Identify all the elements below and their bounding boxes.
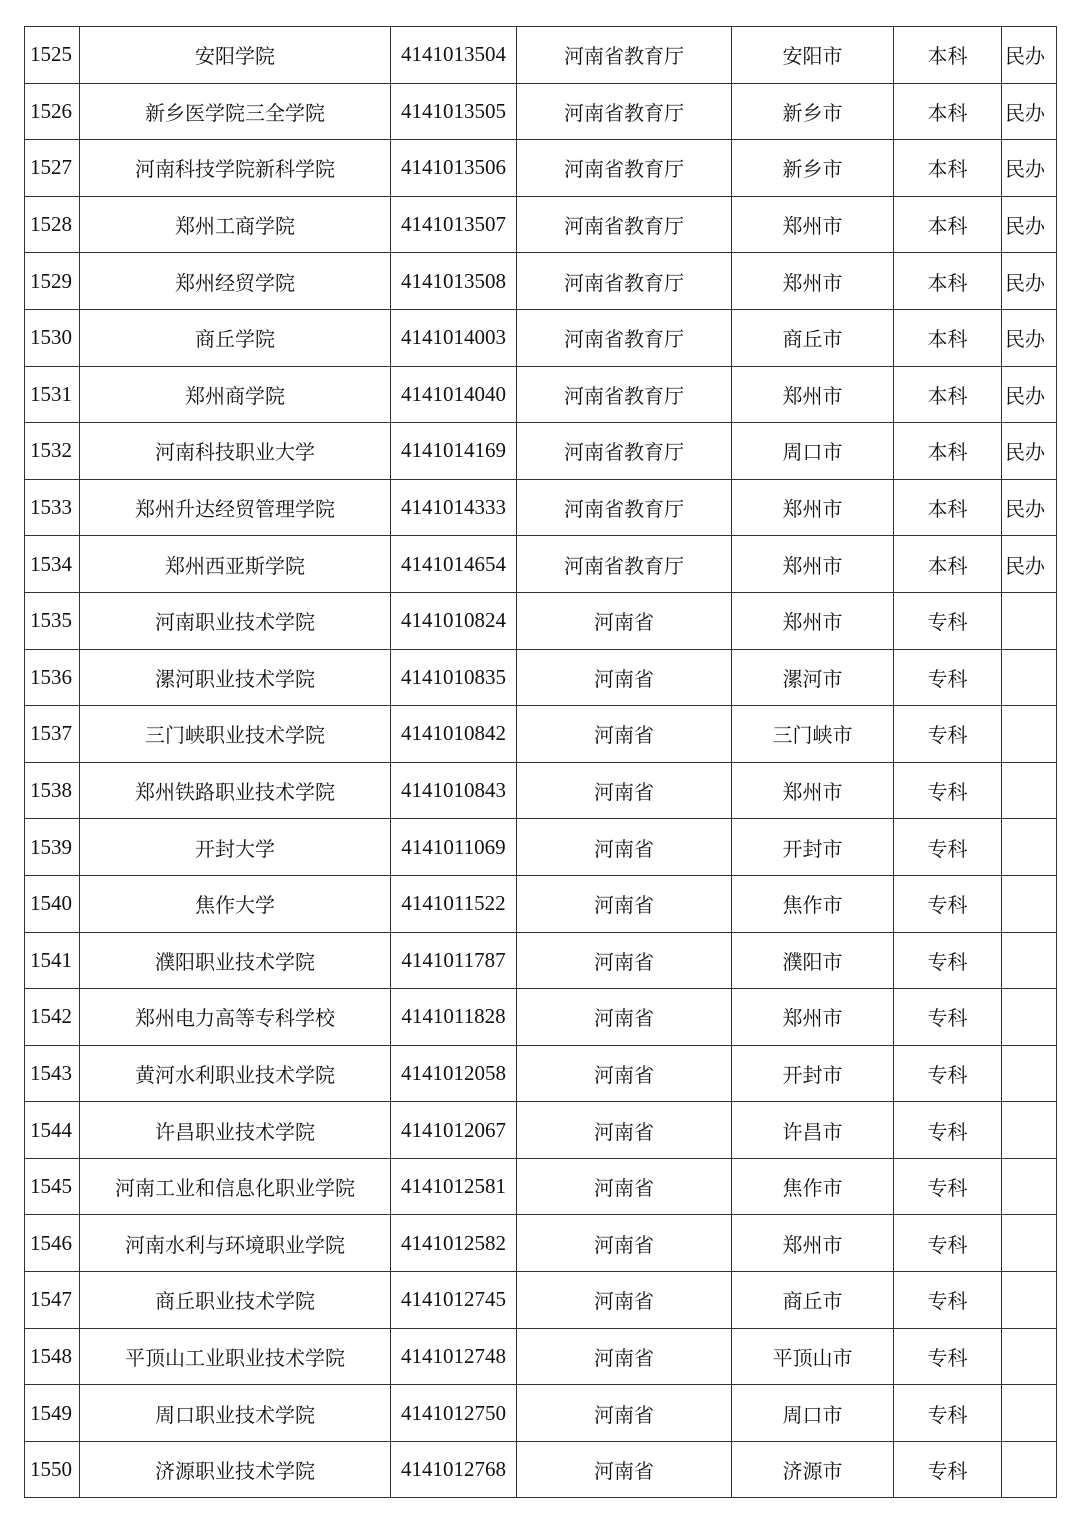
location-cell: 郑州市	[732, 762, 894, 819]
school-name-cell: 郑州升达经贸管理学院	[80, 479, 391, 536]
level-cell: 本科	[894, 27, 1002, 84]
level-cell: 专科	[894, 1328, 1002, 1385]
school-code-cell: 4141012581	[391, 1158, 517, 1215]
nature-cell: 民办	[1002, 366, 1057, 423]
table-row	[25, 762, 1057, 819]
seq-cell: 1541	[25, 932, 80, 989]
table-row	[25, 423, 1057, 480]
seq-cell: 1546	[25, 1215, 80, 1272]
school-code-cell: 4141014654	[391, 536, 517, 593]
school-name-cell: 商丘职业技术学院	[80, 1272, 391, 1329]
seq-cell: 1527	[25, 140, 80, 197]
location-cell: 周口市	[732, 423, 894, 480]
school-name-cell: 郑州电力高等专科学校	[80, 989, 391, 1046]
seq-cell: 1529	[25, 253, 80, 310]
location-cell: 新乡市	[732, 140, 894, 197]
table-row	[25, 932, 1057, 989]
table-row	[25, 1385, 1057, 1442]
location-cell: 济源市	[732, 1441, 894, 1498]
seq-cell: 1547	[25, 1272, 80, 1329]
level-cell: 本科	[894, 536, 1002, 593]
location-cell: 平顶山市	[732, 1328, 894, 1385]
level-cell: 专科	[894, 649, 1002, 706]
table-row	[25, 253, 1057, 310]
nature-cell	[1002, 1158, 1057, 1215]
nature-cell: 民办	[1002, 140, 1057, 197]
nature-cell	[1002, 1215, 1057, 1272]
table-row	[25, 1441, 1057, 1498]
authority-cell: 河南省	[517, 649, 732, 706]
nature-cell: 民办	[1002, 479, 1057, 536]
location-cell: 安阳市	[732, 27, 894, 84]
nature-cell	[1002, 706, 1057, 763]
school-name-cell: 黄河水利职业技术学院	[80, 1045, 391, 1102]
level-cell: 专科	[894, 1045, 1002, 1102]
location-cell: 漯河市	[732, 649, 894, 706]
level-cell: 专科	[894, 1215, 1002, 1272]
nature-cell	[1002, 592, 1057, 649]
authority-cell: 河南省	[517, 1215, 732, 1272]
school-code-cell: 4141013508	[391, 253, 517, 310]
location-cell: 郑州市	[732, 536, 894, 593]
seq-cell: 1536	[25, 649, 80, 706]
school-name-cell: 平顶山工业职业技术学院	[80, 1328, 391, 1385]
authority-cell: 河南省教育厅	[517, 366, 732, 423]
institutions-table	[24, 26, 1057, 1498]
authority-cell: 河南省	[517, 989, 732, 1046]
seq-cell: 1539	[25, 819, 80, 876]
authority-cell: 河南省	[517, 1045, 732, 1102]
level-cell: 专科	[894, 1102, 1002, 1159]
authority-cell: 河南省教育厅	[517, 423, 732, 480]
school-code-cell: 4141014003	[391, 309, 517, 366]
table-row	[25, 649, 1057, 706]
school-code-cell: 4141013506	[391, 140, 517, 197]
authority-cell: 河南省教育厅	[517, 536, 732, 593]
school-name-cell: 商丘学院	[80, 309, 391, 366]
authority-cell: 河南省教育厅	[517, 479, 732, 536]
nature-cell: 民办	[1002, 309, 1057, 366]
school-code-cell: 4141012745	[391, 1272, 517, 1329]
level-cell: 本科	[894, 366, 1002, 423]
school-name-cell: 三门峡职业技术学院	[80, 706, 391, 763]
authority-cell: 河南省教育厅	[517, 196, 732, 253]
table-row	[25, 27, 1057, 84]
level-cell: 专科	[894, 1158, 1002, 1215]
location-cell: 郑州市	[732, 196, 894, 253]
school-code-cell: 4141010843	[391, 762, 517, 819]
school-name-cell: 安阳学院	[80, 27, 391, 84]
table-row	[25, 819, 1057, 876]
table-row	[25, 1158, 1057, 1215]
school-name-cell: 郑州西亚斯学院	[80, 536, 391, 593]
location-cell: 许昌市	[732, 1102, 894, 1159]
level-cell: 专科	[894, 762, 1002, 819]
location-cell: 开封市	[732, 819, 894, 876]
location-cell: 开封市	[732, 1045, 894, 1102]
seq-cell: 1528	[25, 196, 80, 253]
nature-cell	[1002, 762, 1057, 819]
school-name-cell: 郑州工商学院	[80, 196, 391, 253]
school-code-cell: 4141014040	[391, 366, 517, 423]
location-cell: 商丘市	[732, 309, 894, 366]
location-cell: 郑州市	[732, 366, 894, 423]
authority-cell: 河南省教育厅	[517, 83, 732, 140]
school-name-cell: 河南水利与环境职业学院	[80, 1215, 391, 1272]
nature-cell	[1002, 819, 1057, 876]
level-cell: 专科	[894, 819, 1002, 876]
school-name-cell: 漯河职业技术学院	[80, 649, 391, 706]
seq-cell: 1534	[25, 536, 80, 593]
table-row	[25, 1045, 1057, 1102]
nature-cell	[1002, 1272, 1057, 1329]
seq-cell: 1548	[25, 1328, 80, 1385]
seq-cell: 1543	[25, 1045, 80, 1102]
location-cell: 焦作市	[732, 1158, 894, 1215]
table-row	[25, 366, 1057, 423]
authority-cell: 河南省教育厅	[517, 27, 732, 84]
authority-cell: 河南省教育厅	[517, 253, 732, 310]
authority-cell: 河南省	[517, 1272, 732, 1329]
level-cell: 专科	[894, 932, 1002, 989]
authority-cell: 河南省	[517, 819, 732, 876]
level-cell: 专科	[894, 875, 1002, 932]
level-cell: 专科	[894, 989, 1002, 1046]
location-cell: 三门峡市	[732, 706, 894, 763]
school-code-cell: 4141012067	[391, 1102, 517, 1159]
seq-cell: 1535	[25, 592, 80, 649]
level-cell: 专科	[894, 1441, 1002, 1498]
seq-cell: 1532	[25, 423, 80, 480]
school-name-cell: 河南工业和信息化职业学院	[80, 1158, 391, 1215]
seq-cell: 1545	[25, 1158, 80, 1215]
authority-cell: 河南省	[517, 706, 732, 763]
nature-cell	[1002, 1045, 1057, 1102]
table-row	[25, 1102, 1057, 1159]
location-cell: 郑州市	[732, 479, 894, 536]
table-row	[25, 1215, 1057, 1272]
school-name-cell: 许昌职业技术学院	[80, 1102, 391, 1159]
level-cell: 专科	[894, 592, 1002, 649]
location-cell: 郑州市	[732, 1215, 894, 1272]
level-cell: 专科	[894, 1272, 1002, 1329]
school-code-cell: 4141011828	[391, 989, 517, 1046]
school-code-cell: 4141010835	[391, 649, 517, 706]
school-name-cell: 新乡医学院三全学院	[80, 83, 391, 140]
table-body	[25, 27, 1057, 1498]
school-name-cell: 焦作大学	[80, 875, 391, 932]
school-name-cell: 濮阳职业技术学院	[80, 932, 391, 989]
school-code-cell: 4141011069	[391, 819, 517, 876]
table-row	[25, 309, 1057, 366]
nature-cell	[1002, 1328, 1057, 1385]
school-name-cell: 开封大学	[80, 819, 391, 876]
school-code-cell: 4141010842	[391, 706, 517, 763]
level-cell: 本科	[894, 140, 1002, 197]
location-cell: 商丘市	[732, 1272, 894, 1329]
table-row	[25, 875, 1057, 932]
authority-cell: 河南省	[517, 592, 732, 649]
table-row	[25, 1272, 1057, 1329]
seq-cell: 1533	[25, 479, 80, 536]
nature-cell: 民办	[1002, 27, 1057, 84]
level-cell: 本科	[894, 423, 1002, 480]
location-cell: 新乡市	[732, 83, 894, 140]
level-cell: 本科	[894, 196, 1002, 253]
school-name-cell: 郑州经贸学院	[80, 253, 391, 310]
table-row	[25, 479, 1057, 536]
authority-cell: 河南省教育厅	[517, 140, 732, 197]
nature-cell: 民办	[1002, 253, 1057, 310]
seq-cell: 1540	[25, 875, 80, 932]
school-code-cell: 4141012750	[391, 1385, 517, 1442]
nature-cell	[1002, 989, 1057, 1046]
level-cell: 专科	[894, 706, 1002, 763]
school-code-cell: 4141013505	[391, 83, 517, 140]
school-name-cell: 济源职业技术学院	[80, 1441, 391, 1498]
nature-cell: 民办	[1002, 423, 1057, 480]
school-code-cell: 4141012768	[391, 1441, 517, 1498]
level-cell: 本科	[894, 479, 1002, 536]
location-cell: 焦作市	[732, 875, 894, 932]
authority-cell: 河南省教育厅	[517, 309, 732, 366]
authority-cell: 河南省	[517, 1158, 732, 1215]
authority-cell: 河南省	[517, 932, 732, 989]
authority-cell: 河南省	[517, 1328, 732, 1385]
school-code-cell: 4141010824	[391, 592, 517, 649]
school-name-cell: 河南科技职业大学	[80, 423, 391, 480]
seq-cell: 1531	[25, 366, 80, 423]
school-name-cell: 郑州铁路职业技术学院	[80, 762, 391, 819]
seq-cell: 1544	[25, 1102, 80, 1159]
table-row	[25, 1328, 1057, 1385]
seq-cell: 1530	[25, 309, 80, 366]
nature-cell	[1002, 932, 1057, 989]
school-name-cell: 周口职业技术学院	[80, 1385, 391, 1442]
seq-cell: 1525	[25, 27, 80, 84]
table-row	[25, 706, 1057, 763]
seq-cell: 1549	[25, 1385, 80, 1442]
seq-cell: 1526	[25, 83, 80, 140]
table-row	[25, 989, 1057, 1046]
seq-cell: 1550	[25, 1441, 80, 1498]
school-code-cell: 4141012582	[391, 1215, 517, 1272]
authority-cell: 河南省	[517, 1441, 732, 1498]
school-name-cell: 郑州商学院	[80, 366, 391, 423]
authority-cell: 河南省	[517, 875, 732, 932]
nature-cell	[1002, 649, 1057, 706]
school-code-cell: 4141012058	[391, 1045, 517, 1102]
nature-cell: 民办	[1002, 83, 1057, 140]
location-cell: 郑州市	[732, 253, 894, 310]
location-cell: 周口市	[732, 1385, 894, 1442]
level-cell: 专科	[894, 1385, 1002, 1442]
school-code-cell: 4141014169	[391, 423, 517, 480]
school-name-cell: 河南科技学院新科学院	[80, 140, 391, 197]
location-cell: 郑州市	[732, 592, 894, 649]
nature-cell	[1002, 1102, 1057, 1159]
level-cell: 本科	[894, 83, 1002, 140]
nature-cell	[1002, 875, 1057, 932]
table-row	[25, 536, 1057, 593]
seq-cell: 1537	[25, 706, 80, 763]
level-cell: 本科	[894, 309, 1002, 366]
location-cell: 濮阳市	[732, 932, 894, 989]
school-code-cell: 4141013507	[391, 196, 517, 253]
location-cell: 郑州市	[732, 989, 894, 1046]
authority-cell: 河南省	[517, 762, 732, 819]
school-name-cell: 河南职业技术学院	[80, 592, 391, 649]
nature-cell	[1002, 1385, 1057, 1442]
table-row	[25, 83, 1057, 140]
seq-cell: 1538	[25, 762, 80, 819]
table-row	[25, 140, 1057, 197]
authority-cell: 河南省	[517, 1102, 732, 1159]
nature-cell	[1002, 1441, 1057, 1498]
nature-cell: 民办	[1002, 196, 1057, 253]
authority-cell: 河南省	[517, 1385, 732, 1442]
level-cell: 本科	[894, 253, 1002, 310]
school-code-cell: 4141011787	[391, 932, 517, 989]
school-code-cell: 4141013504	[391, 27, 517, 84]
nature-cell: 民办	[1002, 536, 1057, 593]
school-code-cell: 4141011522	[391, 875, 517, 932]
school-code-cell: 4141012748	[391, 1328, 517, 1385]
seq-cell: 1542	[25, 989, 80, 1046]
school-code-cell: 4141014333	[391, 479, 517, 536]
table-row	[25, 592, 1057, 649]
table-row	[25, 196, 1057, 253]
